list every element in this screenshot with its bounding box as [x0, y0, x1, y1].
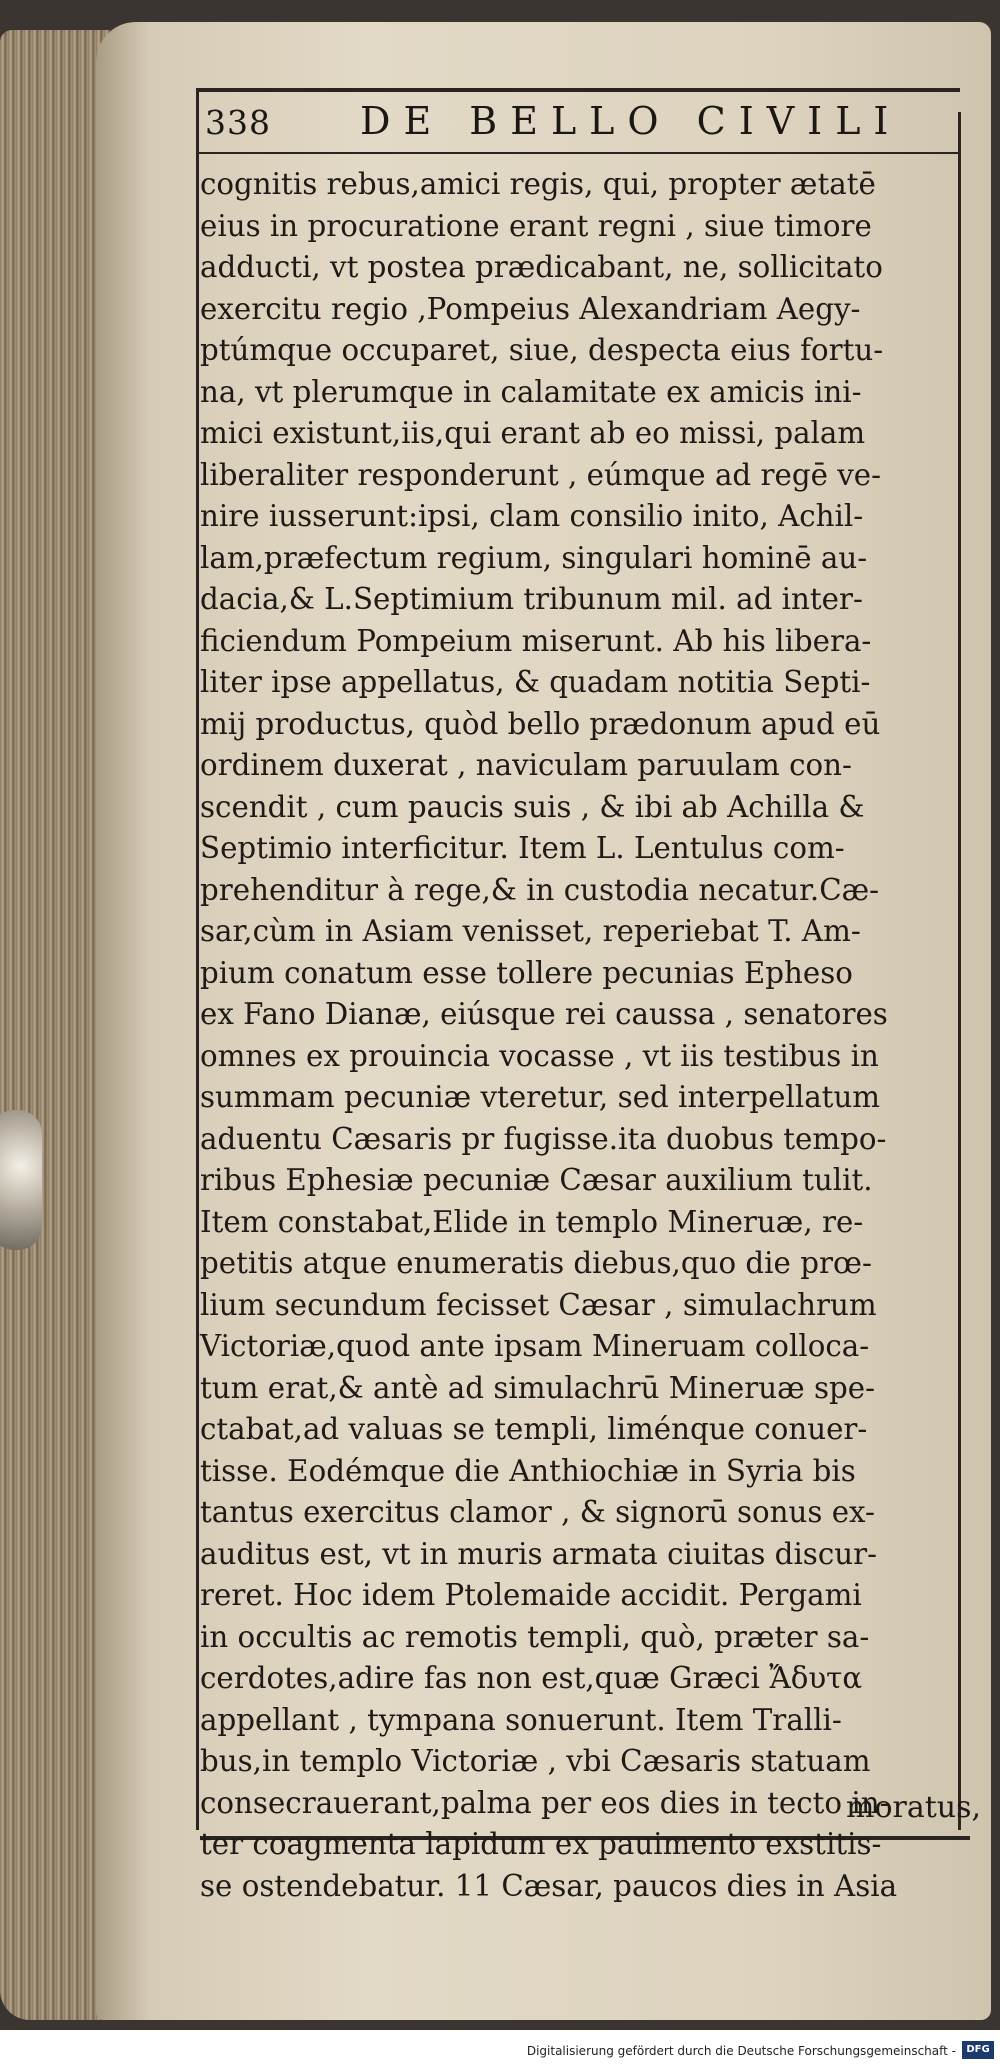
running-head: DE BELLO CIVILI [360, 99, 902, 143]
text-line: tisse. Eodémque die Anthiochiæ in Syria bis [200, 1453, 856, 1489]
catchword: moratus, [846, 1790, 982, 1825]
text-line: omnes ex prouincia vocasse , vt iis testibus in [200, 1038, 879, 1074]
text-line: ter coagmenta lapidum ex pauimento exstitis- [200, 1827, 882, 1862]
text-line: summam pecuniæ vteretur, sed interpellatum [200, 1080, 881, 1115]
text-line: dacia,& L.Septimium tribunum mil. ad inter- [200, 582, 863, 617]
text-line: reret. Hoc idem Ptolemaide accidit. Pergami [200, 1578, 862, 1613]
text-line: ficiendum Pompeium miserunt. Ab his libera- [200, 623, 872, 659]
body-text [200, 164, 970, 1907]
page-stack-edge [0, 30, 110, 2020]
left-frame-rule [196, 90, 199, 1830]
text-line: liberaliter responderunt , eúmque ad regē ve- [200, 457, 882, 493]
text-line: ctabat,ad valuas se templi, liménque conuer- [200, 1412, 868, 1447]
text-line: appellant , tympana sonuerunt. Item Tralli- [200, 1702, 842, 1738]
text-line: in occultis ac remotis templi, quò, præter sa- [200, 1619, 870, 1655]
text-line: petitis atque enumeratis diebus,quo die prœ- [200, 1246, 872, 1281]
text-line: lium secundum fecisset Cæsar , simulachrum [200, 1287, 877, 1323]
dfg-logo: DFG [962, 2041, 994, 2059]
text-line: ex Fano Dianæ, eiúsque rei caussa , senatores [200, 997, 888, 1032]
text-line: auditus est, vt in muris armata ciuitas discur- [200, 1536, 878, 1572]
header-rule [196, 152, 960, 154]
text-line: cerdotes,adire fas non est,quæ Græci Ἄδυτα [200, 1661, 863, 1696]
text-line: aduentu Cæsaris pr fugisse.ita duobus tempo- [200, 1121, 887, 1157]
footer-credit: Digitalisierung gefördert durch die Deutsche Forschungsgemeinschaft - [526, 2044, 956, 2058]
text-line: eius in procuratione erant regni , siue timore [200, 208, 872, 244]
text-line: nire iusserunt:ipsi, clam consilio inito, Achil- [200, 499, 864, 534]
text-line: mici existunt,iis,qui erant ab eo missi, palam [200, 416, 866, 451]
text-line: exercitu regio ,Pompeius Alexandriam Aegy- [200, 291, 861, 327]
text-line: pium conatum esse tollere pecunias Epheso [200, 955, 853, 991]
text-line: mij productus, quòd bello prædonum apud eū [200, 706, 881, 742]
text-line: prehenditur à rege,& in custodia necatur.Cæ- [200, 872, 880, 908]
book-clasp [0, 1110, 42, 1250]
text-line: sar,cùm in Asiam venisset, reperiebat T. Am- [200, 914, 861, 949]
text-line: liter ipse appellatus, & quadam notitia Septi- [200, 665, 871, 700]
text-line: na, vt plerumque in calamitate ex amicis ini- [200, 374, 862, 410]
text-line: Item constabat,Elide in templo Mineruæ, re- [200, 1204, 864, 1240]
text-line: adducti, vt postea prædicabant, ne, sollicitato [200, 250, 883, 285]
text-line: Victoriæ,quod ante ipsam Mineruam colloca- [200, 1329, 870, 1364]
text-line: lam,præfectum regium, singulari hominē au- [200, 540, 868, 576]
text-line: bus,in templo Victoriæ , vbi Cæsaris statuam [200, 1744, 871, 1779]
page-number: 338 [205, 103, 271, 142]
text-line: scendit , cum paucis suis , & ibi ab Achilla & [200, 789, 865, 825]
text-line: se ostendebatur. 11 Cæsar, paucos dies in Asia [200, 1868, 898, 1904]
text-line: consecrauerant,palma per eos dies in tecto in- [200, 1785, 890, 1821]
text-line: ribus Ephesiæ pecuniæ Cæsar auxilium tulit. [200, 1163, 873, 1198]
text-line: Septimio interficitur. Item L. Lentulus com- [200, 831, 845, 866]
text-line: ordinem duxerat , naviculam paruulam con- [200, 748, 852, 783]
text-line: tantus exercitus clamor , & signorū sonus ex- [200, 1495, 875, 1530]
text-line: cognitis rebus,amici regis, qui, propter ætatē [200, 167, 876, 202]
text-line: ptúmque occuparet, siue, despecta eius fortu- [200, 333, 884, 368]
text-line: tum erat,& antè ad simulachrū Mineruæ spe- [200, 1370, 876, 1406]
top-rule [196, 88, 960, 92]
